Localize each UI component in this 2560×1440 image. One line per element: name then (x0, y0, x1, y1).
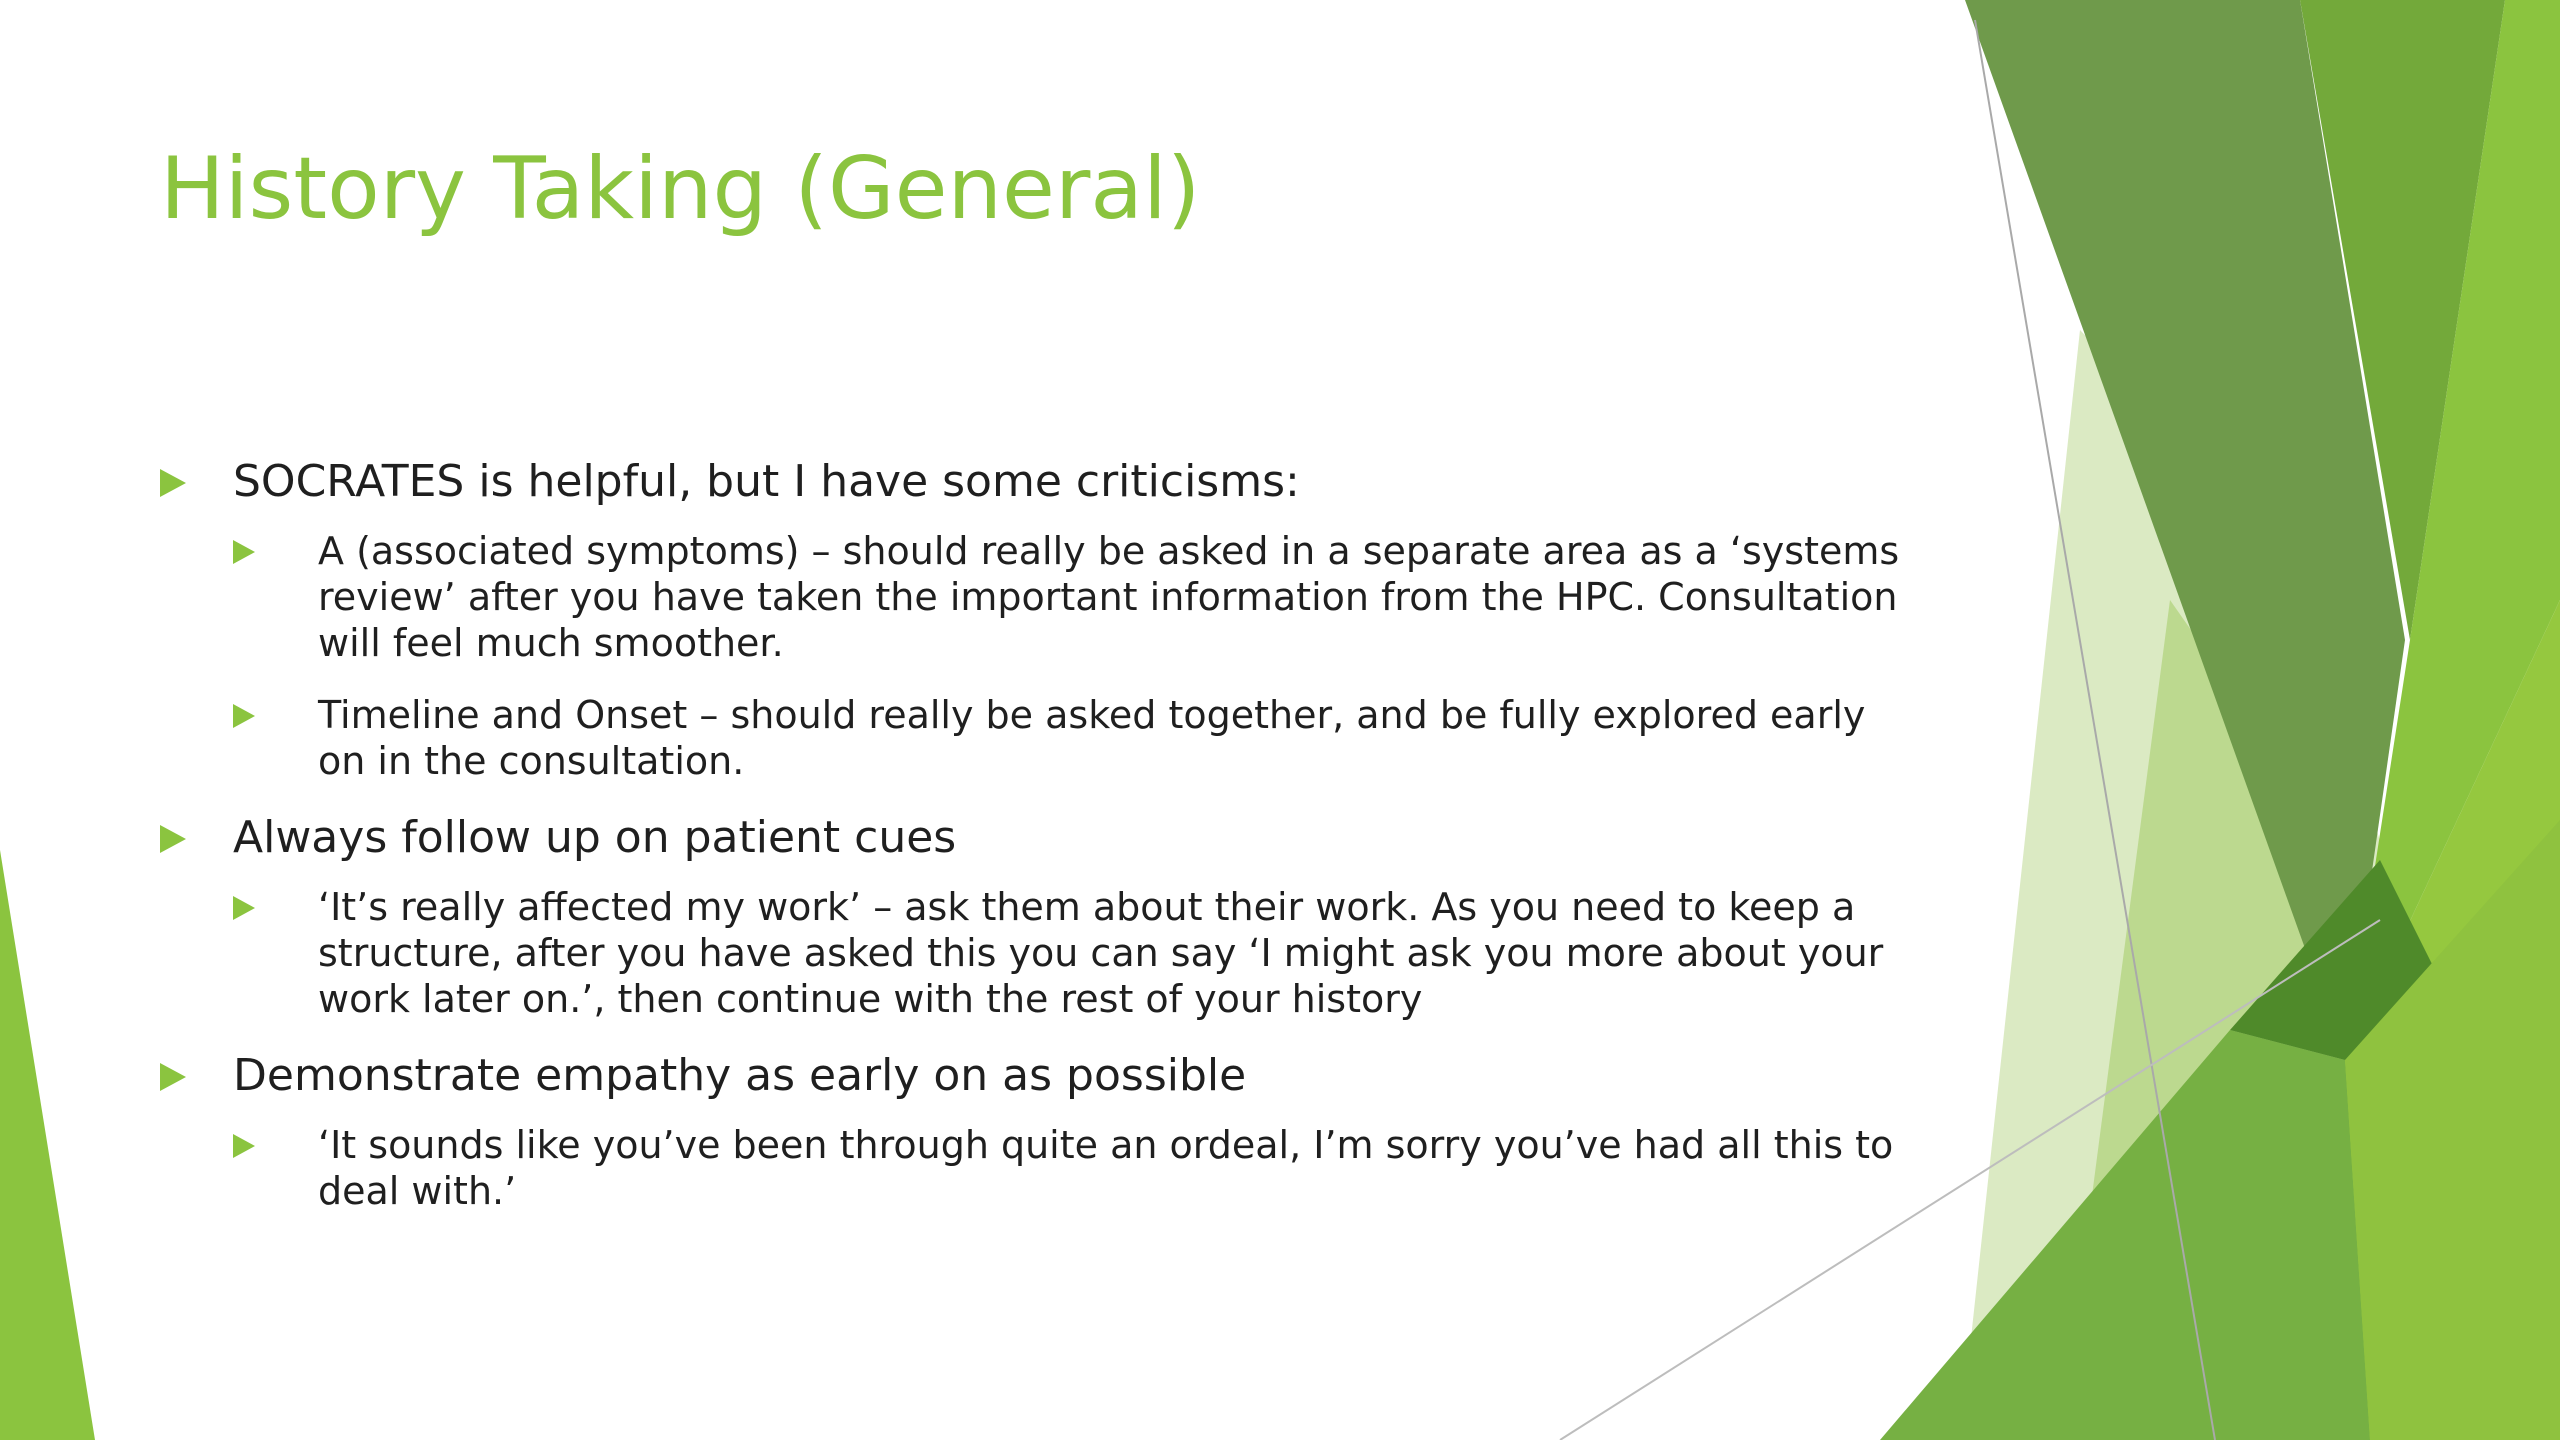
triangle-right-icon (233, 704, 255, 728)
sub-bullet-item (233, 884, 1920, 1022)
bullet-text: SOCRATES is helpful, but I have some criticisms: (233, 456, 1300, 507)
triangle-right-icon (233, 1134, 255, 1158)
sub-bullet-item (233, 528, 1920, 666)
bullet-list (160, 454, 1920, 1238)
bullet-text: Demonstrate empathy as early on as possible (233, 1050, 1247, 1101)
bullet-item (160, 1048, 1920, 1104)
sub-bullet-text: Timeline and Onset – should really be asked together, and be fully explored early on in the consultation. (318, 693, 1866, 783)
slide-title: History Taking (General) (160, 139, 1201, 239)
sub-bullet-item (233, 692, 1920, 784)
bullet-item (160, 454, 1920, 510)
triangle-right-icon (160, 1063, 186, 1091)
sub-bullet-text: ‘It’s really affected my work’ – ask them about their work. As you need to keep a structure, after you have asked this you can say ‘I might ask you more about your work later on.’, then continue with the rest of your history (318, 885, 1884, 1021)
left-facet (0, 850, 95, 1440)
triangle-right-icon (160, 469, 186, 497)
sub-bullet-text: A (associated symptoms) – should really be asked in a separate area as a ‘systems review’ after you have taken the important information from the HPC. Consultation will feel much smoother. (318, 529, 1900, 665)
triangle-right-icon (233, 896, 255, 920)
triangle-right-icon (160, 825, 186, 853)
bullet-text: Always follow up on patient cues (233, 812, 957, 863)
sub-bullet-item (233, 1122, 1920, 1214)
triangle-right-icon (233, 540, 255, 564)
bullet-item (160, 810, 1920, 866)
sub-bullet-text: ‘It sounds like you’ve been through quite an ordeal, I’m sorry you’ve had all this to deal with.’ (318, 1123, 1894, 1213)
